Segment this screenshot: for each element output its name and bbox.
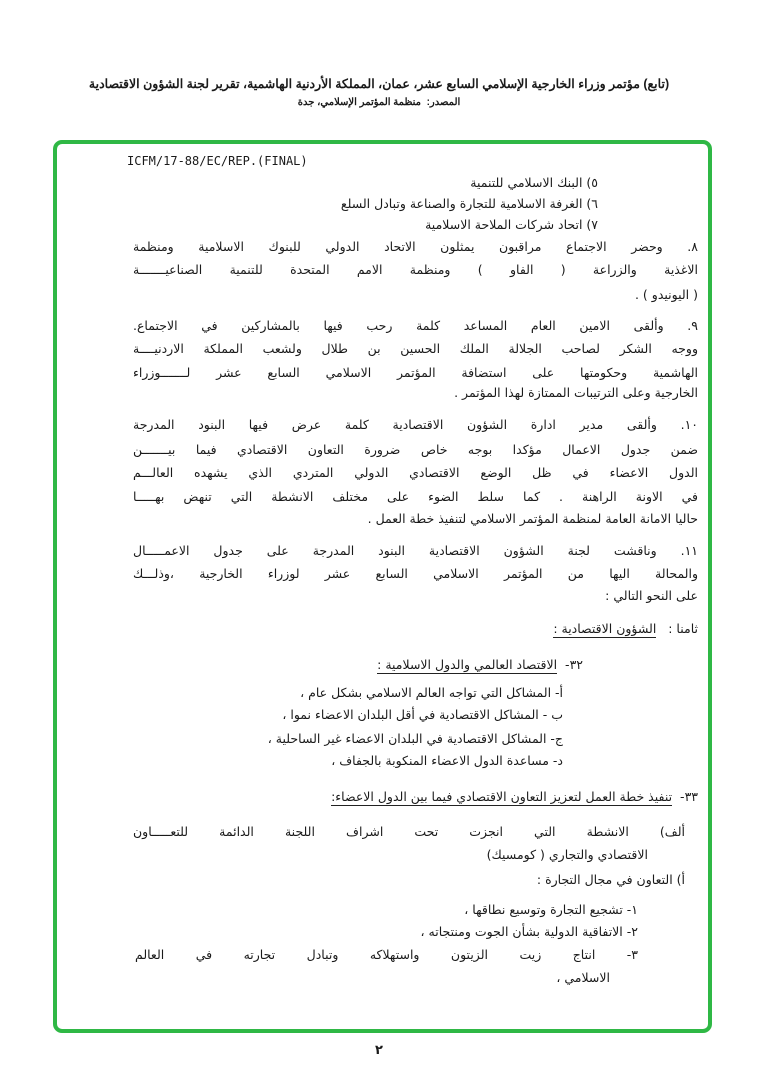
list-item: ٦) الغرفة الاسلامية للتجارة والصناعة وتبادل السلع xyxy=(340,196,598,211)
document-header-title: (تابع) مؤتمر وزراء الخارجية الإسلامي السابع عشر، عمان، المملكة الأردنية الهاشمية، تقرير لجنة الشؤون الاقتصادية xyxy=(88,77,670,91)
trade-point: ١- تشجيع التجارة وتوسيع نطاقها ، xyxy=(464,902,638,917)
paragraph-9-line: الخارجية وعلى الترتيبات الممتازة لهذا المؤتمر . xyxy=(454,385,698,400)
paragraph-8-line: ٨. وحضر الاجتماع مراقبون يمثلون الاتحاد الدولي للبنوك الاسلامية ومنظمة xyxy=(133,239,698,254)
source-label: المصدر: xyxy=(426,97,461,108)
paragraph-8-line: ( اليونيدو ) . xyxy=(634,287,698,302)
paragraph-10-line: حاليا الامانة العامة لمنظمة المؤتمر الاسلامي لتنفيذ خطة العمل . xyxy=(367,511,698,526)
paragraph-11-line: والمحالة اليها من المؤتمر الاسلامي السابع عشر لوزراء الخارجية ،وذلـــك xyxy=(133,566,698,581)
section-prefix: ثامنا : xyxy=(668,621,698,636)
paragraph-9-line: الهاشمية وحكومتها على استضافة المؤتمر الاسلامي السابع عشر لـــــــوزراء xyxy=(133,365,698,380)
item-title: تنفيذ خطة العمل لتعزيز التعاون الاقتصادي فيما بين الدول الاعضاء: xyxy=(331,789,673,804)
source-value: منظمة المؤتمر الإسلامي، جدة xyxy=(297,97,422,108)
item-title: الاقتصاد العالمي والدول الاسلامية : xyxy=(377,657,558,672)
list-item: ٧) اتحاد شركات الملاحة الاسلامية xyxy=(425,217,598,232)
trade-point-continued: الاسلامي ، xyxy=(556,970,610,985)
paragraph-11-line: ١١. وناقشت لجنة الشؤون الاقتصادية البنود المدرجة على جدول الاعمـــــال xyxy=(133,543,698,558)
section-heading xyxy=(553,620,698,638)
item-32-heading xyxy=(377,656,583,674)
paragraph-10-line: ضمن جدول الاعمال مؤكدا بوجه خاص ضرورة التعاون الاقتصادي فيما بيـــــــن xyxy=(133,442,698,457)
trade-point: ٢- الاتفاقية الدولية بشأن الجوت ومنتجاته ، xyxy=(420,924,638,939)
paragraph-9-line: ووجه الشكر لصاحب الجلالة الملك الحسين بن طلال ولشعب المملكة الاردنيــــة xyxy=(133,341,698,356)
document-source xyxy=(0,97,758,108)
alif-line: الاقتصادي والتجاري ( كومسيك) xyxy=(486,847,648,862)
item-number: ٣٣- xyxy=(680,789,698,804)
paragraph-8-line: الاغذية والزراعة ( الفاو ) ومنظمة الامم المتحدة للتنمية الصناعيـــــــة xyxy=(133,262,698,277)
item-33-heading xyxy=(331,788,698,806)
paragraph-11-line: على النحو التالي : xyxy=(605,588,698,603)
trade-point: ٣- انتاج زيت الزيتون واستهلاكه وتبادل تجارته في العالم xyxy=(135,947,638,962)
list-item: ٥) البنك الاسلامي للتنمية xyxy=(470,175,598,190)
alif-line: ألف) الانشطة التي انجزت تحت اشراف اللجنة الدائمة للتعـــــاون xyxy=(133,824,685,839)
paragraph-10-line: الدول الاعضاء في ظل الوضع الاقتصادي الدولي المتردي الذي يشهده العالـــم xyxy=(133,465,698,480)
sub-item: ب - المشاكل الاقتصادية في أقل البلدان الاعضاء نموا ، xyxy=(282,707,563,722)
document-reference: ICFM/17-88/EC/REP.(FINAL) xyxy=(127,154,308,168)
trade-heading: أ) التعاون في مجال التجارة : xyxy=(536,872,685,887)
sub-item: ج- المشاكل الاقتصادية في البلدان الاعضاء غير الساحلية ، xyxy=(267,731,563,746)
paragraph-10-line: في الاونة الراهنة . كما سلط الضوء على مختلف الانشطة التي تنهض بهـــــا xyxy=(133,489,698,504)
sub-item: د- مساعدة الدول الاعضاء المنكوبة بالجفاف ، xyxy=(331,753,563,768)
paragraph-10-line: ١٠. وألقى مدير ادارة الشؤون الاقتصادية كلمة عرض فيها البنود المدرجة xyxy=(133,417,698,432)
section-title: الشؤون الاقتصادية : xyxy=(553,621,657,636)
sub-item: أ- المشاكل التي تواجه العالم الاسلامي بشكل عام ، xyxy=(300,685,563,700)
page-number: ٢ xyxy=(375,1043,383,1058)
item-number: ٣٢- xyxy=(565,657,583,672)
paragraph-9-line: ٩. وألقى الامين العام المساعد كلمة رحب فيها بالمشاركين في الاجتماع. xyxy=(133,318,698,333)
